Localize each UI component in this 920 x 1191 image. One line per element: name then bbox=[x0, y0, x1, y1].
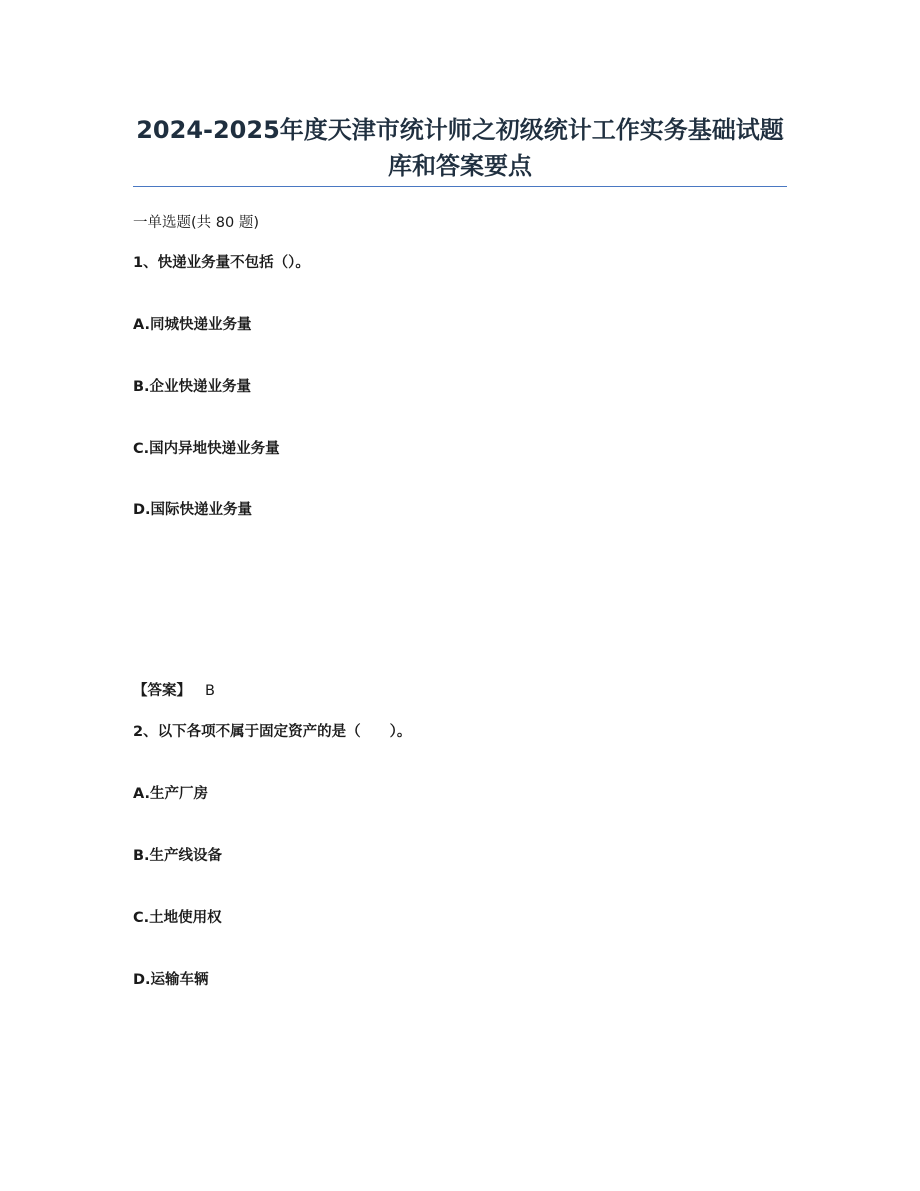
question-1-answer bbox=[133, 681, 215, 701]
question-1-option-b: B.企业快递业务量 bbox=[133, 379, 252, 395]
question-2-option-c: C.土地使用权 bbox=[133, 910, 222, 926]
question-2-option-b: B.生产线设备 bbox=[133, 848, 223, 864]
section-label: 一单选题(共 80 题) bbox=[133, 215, 259, 231]
document-title: 2024-2025年度天津市统计师之初级统计工作实务基础试题库和答案要点 bbox=[136, 116, 784, 180]
question-1-option-a: A.同城快递业务量 bbox=[133, 317, 252, 333]
question-2-option-d: D.运输车辆 bbox=[133, 972, 209, 988]
answer-label: 【答案】 bbox=[133, 683, 191, 699]
question-1-stem: 1、快递业务量不包括（）。 bbox=[133, 255, 310, 271]
question-1-option-d: D.国际快递业务量 bbox=[133, 502, 253, 518]
answer-value: B bbox=[205, 683, 215, 699]
question-2-option-a: A.生产厂房 bbox=[133, 786, 208, 802]
question-1-option-c: C.国内异地快递业务量 bbox=[133, 441, 280, 457]
title-divider bbox=[133, 186, 787, 187]
question-2-stem: 2、以下各项不属于固定资产的是（ ）。 bbox=[133, 724, 412, 740]
